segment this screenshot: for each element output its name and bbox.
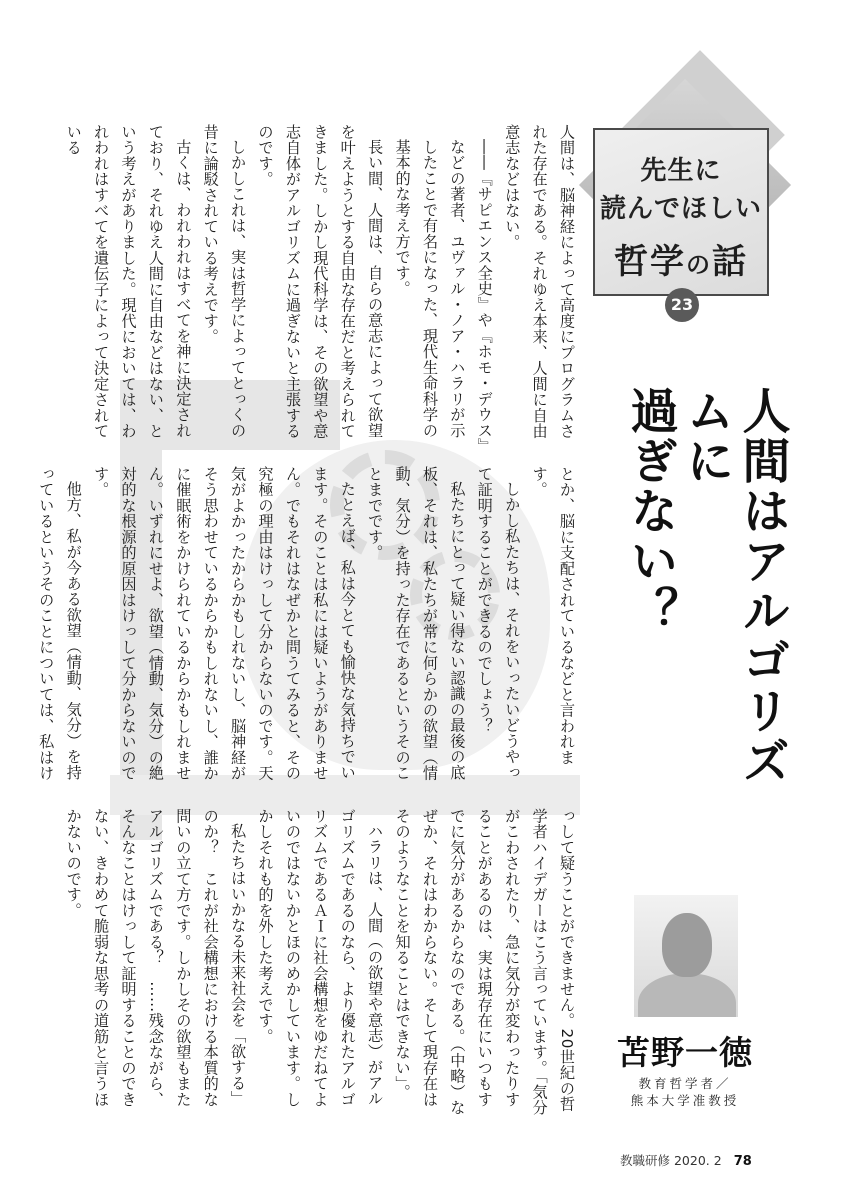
series-number-badge: 23 bbox=[665, 288, 699, 322]
article-title-line1: 人間はアルゴリズムに bbox=[678, 386, 790, 786]
body-paragraph: ――『サピエンス全史』や『ホモ・デウス』などの著者、ユヴァル・ノア・ハラリが示したことで有名になった、現代生命科学の基本的な考え方です。 bbox=[393, 139, 494, 447]
series-title-line1: 先生に bbox=[640, 156, 722, 186]
body-text-block-bottom bbox=[64, 808, 580, 1118]
body-paragraph: 私たちにとって疑い得ない認識の最後の底板、それは、私たちが常に何らかの欲望（情動、気分）を持った存在であるというそのことまでです。 bbox=[366, 466, 467, 781]
series-title-line2: 読んでほしい bbox=[599, 194, 762, 224]
body-paragraph: しかしこれは、実は哲学によってとっくの昔に論駁されている考えです。 bbox=[201, 124, 248, 439]
author-name: 苫野一徳 bbox=[617, 1033, 753, 1072]
body-paragraph: たとえば、私は今とても愉快な気持ちでいます。そのことは私には疑いようがありません。でもそれはなぜかと問うてみると、その究極の理由はけっして分からないのです。天気がよかったからかもしれないし、脳神経がそう思わせているからかもしれないし、誰かに催眠術をかけられているからかもしれません。いずれにせよ、欲望（情動、気分）の絶対的な根源的原因はけっして分からないのです。 bbox=[92, 466, 357, 781]
body-paragraph: 他方、私が今ある欲望（情動、気分）を持っているというそのことについては、私はけ bbox=[37, 466, 83, 781]
series-title-main: 哲学 bbox=[614, 242, 686, 282]
author-photo-face bbox=[662, 913, 712, 977]
body-text-block-top bbox=[64, 124, 580, 448]
body-text-block-middle bbox=[37, 466, 580, 786]
body-paragraph: しかし私たちは、それをいったいどうやって証明することができるのでしょう？ bbox=[475, 466, 522, 781]
body-paragraph: 人間は、脳神経によって高度にプログラムされた存在である。それゆえ本来、人間に自由意志などはない。 bbox=[503, 124, 576, 439]
body-paragraph: っして疑うことができません。20世紀の哲学者ハイデガーはこう言っています。「気分がこわされたり、急に気分が変わったりすることがあるのは、実は現存在にいつもすでに気分があるからなのである。（中略）なぜか、それはわからない。そして現存在はそのようなことを知ることはできない」。 bbox=[393, 808, 576, 1116]
author-affiliation: 熊本大学准教授 bbox=[630, 1093, 740, 1108]
series-badge bbox=[585, 100, 795, 320]
body-paragraph: 私たちはいかなる未来社会を「欲する」のか？ これが社会構想における本質的な問いの立て方です。しかしその欲望もまたアルゴリズムである？ ……残念ながら、そんなことはけっして証明することのできない、きわめて脆弱な思考の道筋と言うほかないのです。 bbox=[64, 808, 248, 1108]
author-role: 教育哲学者／ bbox=[638, 1076, 732, 1091]
magazine-issue: 教職研修 2020. 2 bbox=[620, 1153, 722, 1168]
series-title-box bbox=[593, 128, 769, 296]
series-title-line3 bbox=[595, 234, 767, 283]
body-paragraph: とか、脳に支配されているなどと言われます。 bbox=[530, 466, 576, 766]
author-photo-shoulders bbox=[638, 973, 736, 1017]
article-title-line2: 過ぎない？ bbox=[622, 386, 678, 636]
series-title-particle: の bbox=[686, 250, 712, 279]
body-paragraph: ハラリは、人間（の欲望や意志）がアルゴリズムであるのなら、より優れたアルゴリズムであるＡＩに社会構想をゆだねてよいのではないかとほのめかしています。しかしそれも的を外した考えです。 bbox=[256, 808, 385, 1108]
series-title-end: 話 bbox=[712, 242, 748, 282]
body-paragraph: 長い間、人間は、自らの意志によって欲望を叶えようとする自由な存在だと考えられてきました。しかし現代科学は、その欲望や意志自体がアルゴリズムに過ぎないと主張するのです。 bbox=[256, 124, 385, 439]
page-number: 78 bbox=[733, 1154, 752, 1169]
page-footer bbox=[620, 1151, 752, 1169]
author-photo bbox=[634, 895, 738, 1017]
body-paragraph: 古くは、われわれはすべてを神に決定されており、それゆえ人間に自由などはない、という考えがありました。現代においては、われわれはすべてを遺伝子によって決定されている bbox=[64, 124, 193, 439]
